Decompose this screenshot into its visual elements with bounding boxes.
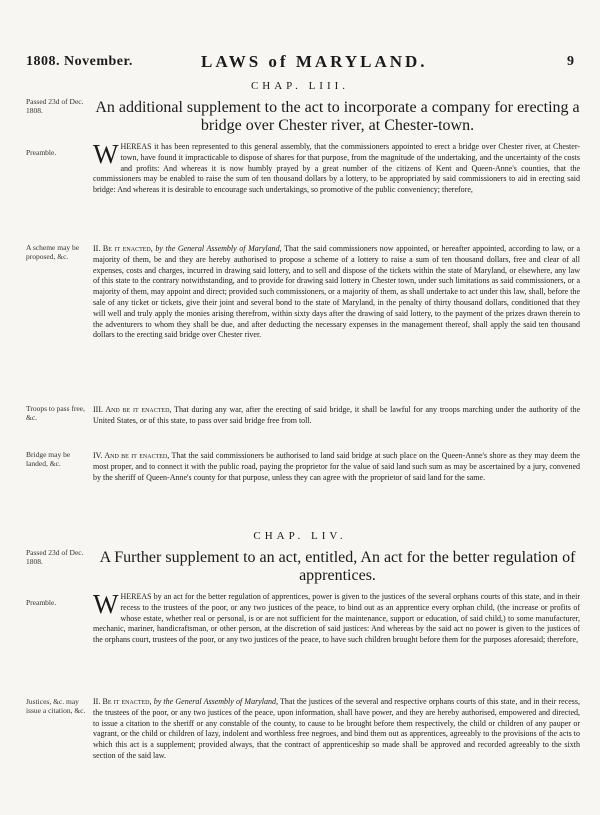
margin-note-passed-54: Passed 23d of Dec. 1808. xyxy=(26,548,84,566)
preamble-53 xyxy=(93,139,580,196)
section-text: That the said commissioners be authorised to land said bridge at such place on the Queen-Anne's shore as they may deem the most proper, and to connect it with the public road, paying the proprietor for the value of said land such sum as may be ascertained by a jury, convened by the sheriff of Queen-Anne's county for that purpose, unless they can agree with the proprietor of said land for the same. xyxy=(93,451,580,482)
section-text: That the justices of the several and respective orphans courts of this state, and in their recess, the trustees of the poor, or any two justices of the peace, upon information, shall have power, and they are hereby authorised, empowered and directed, to issue a citation to the sheriff or any constable of the county, to cause to be brought before them respectively, the child or children of any pauper or vagrant, or the child or children of lazy, indolent and worthless free negroes, and bind them out as apprentices, agreeably to the provisions of the acts to which this act is a supplement; provided always, that the contract of apprenticeship so made shall be approved and recorded agreeably to the sixth section of the said law. xyxy=(93,697,581,760)
section-lead: III. And be it enacted, xyxy=(93,405,172,414)
section-lead: II. Be it enacted, xyxy=(93,244,153,253)
chapter-title-54: A Further supplement to an act, entitled, An act for the better regulation of apprentices. xyxy=(99,549,576,584)
preamble-text-54: HEREAS by an act for the better regulation of apprentices, power is given to the justices of the several orphans courts of this state, and in their recess to the trustees of the poor, or any two justices of the peace, to bind out as an apprentice every orphan child, (the increase or profits of whose estate, whether real or personal, is or are not sufficient for the maintenance, support or education, of said child,) to some manufacturer, mechanic, mariner, handicraftsman, or other person, at the discretion of said justices: And whereas by the said act no power is given to the justices of the orphans court, trustees of the poor, or any two justices of the peace, to have such children brought before them for the purposes aforesaid; therefore, xyxy=(93,592,580,645)
margin-note-preamble-53: Preamble. xyxy=(26,148,57,157)
chapter-heading-54: CHAP. LIV. xyxy=(253,530,347,542)
chapter-title-53: An additional supplement to the act to incorporate a company for erecting a bridge over Chester river, at Chester-town. xyxy=(95,99,580,134)
section-lead: IV. And be it enacted, xyxy=(93,451,170,460)
margin-note-justices: Justices, &c. may issue a citation, &c. xyxy=(26,697,86,715)
preamble-54 xyxy=(93,589,580,646)
section-4-53 xyxy=(93,451,580,483)
section-3-53 xyxy=(93,405,580,427)
section-text: That the said commissioners now appointed, or hereafter appointed, according to law, or a majority of them, be and they are hereby authorised to propose a scheme of a lottery to raise a sum of ten thousand dollars, free and clear of all expenses, costs and charges, incurred in drawing said lottery, and to sell and dispose of the tickets within the state of Maryland, or elsewhere, any law of this state to the contrary notwithstanding, and to provide for drawing said lottery in Chester town, under such limitations as said commissioners, or a majority of them, may appoint and direct; provided such commissioners, or a majority of them, as shall undertake to act under this law, shall, before the sale of any ticket or tickets, give their joint and several bond to the state of Maryland, in the penalty of thirty thousand dollars, conditioned that they will well and truly apply the monies arising therefrom, within sixty days after the drawing of said lottery, to the payment of the prizes drawn therein to the adventurers to whom they shall be due, and after deducting the necessary expenses in the management thereof, shall apply the said ten thousand dollars to the erecting said bridge over Chester river. xyxy=(93,244,580,340)
drop-cap: W xyxy=(93,589,119,619)
section-2-54 xyxy=(93,697,580,762)
preamble-text-53: HEREAS it has been represented to this general assembly, that the commissioners appointed to erect a bridge over Chester river, at Chester-town, have found it impracticable to dispose of shares for that purpose, from the magnitude of the undertaking, and the uncertainty of the costs and profits: And whereas it is now humbly prayed by a great number of the citizens of Kent and Queen-Anne's counties, that the commissioners may be enabled to raise the sum of ten thousand dollars by a lottery, to be appropriated by said commissioners to aid in erecting said bridge: And whereas it is desirable to encourage such undertakings, so promotive of the public conveniency; therefore, xyxy=(93,142,580,195)
margin-note-bridge: Bridge may be landed, &c. xyxy=(26,450,71,468)
header-title: LAWS of MARYLAND. xyxy=(201,52,428,71)
page-number: 9 xyxy=(567,54,574,69)
header-date: 1808. November. xyxy=(26,54,133,69)
margin-note-scheme: A scheme may be proposed, &c. xyxy=(26,243,80,261)
drop-cap: W xyxy=(93,139,119,169)
chapter-heading-53: CHAP. LIII. xyxy=(250,80,350,92)
section-2-53 xyxy=(93,244,580,341)
section-lead: II. Be it enacted, xyxy=(93,697,152,706)
enacting-clause: by the General Assembly of Maryland, xyxy=(153,697,278,706)
section-text: That during any war, after the erecting of said bridge, it shall be lawful for any troops marching under the authority of the United States, or of this state, to pass over said bridge free from toll. xyxy=(93,405,580,425)
margin-note-troops: Troops to pass free, &c. xyxy=(26,404,85,422)
margin-note-preamble-54: Preamble. xyxy=(26,598,57,607)
page-header xyxy=(26,54,574,76)
margin-note-passed-53: Passed 23d of Dec. 1808. xyxy=(26,97,84,115)
enacting-clause: by the General Assembly of Maryland, xyxy=(155,244,282,253)
